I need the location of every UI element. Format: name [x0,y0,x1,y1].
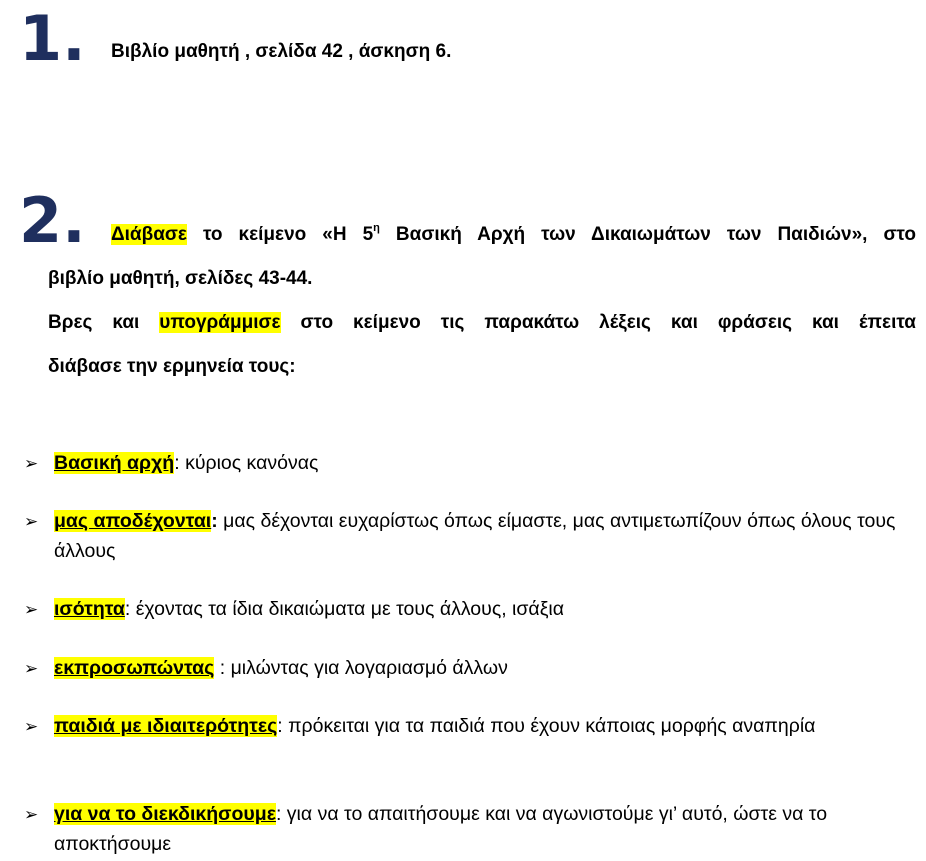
instruction-line-1 [111,224,916,246]
glossary-term: για να το διεκδικήσουμε [54,803,276,825]
glossary-separator: : [275,803,287,825]
glossary-definition: για να το απαιτήσουμε και να αγωνιστούμε γι’ αυτό, ώστε να το αποκτήσουμε [54,803,828,855]
arrow-bullet-icon: ➢ [24,659,39,679]
glossary-term: Βασική αρχή [54,452,175,474]
glossary-separator: : [277,715,289,737]
arrow-bullet-icon: ➢ [24,454,39,474]
instruction-text: Βρες και [48,312,160,333]
instruction-text: το κείμενο «Η 5 [186,224,374,245]
section-1-text: Βιβλίο μαθητή , σελίδα 42 , άσκηση 6. [111,41,452,62]
glossary-term: μας αποδέχονται [54,510,212,532]
glossary-separator: : [174,452,186,474]
glossary-definition: πρόκειται για τα παιδιά που έχουν κάποιας μορφής αναπηρία [288,715,816,737]
instruction-text: στο κείμενο τις παρακάτω λέξεις και φράσεις και έπειτα [280,312,916,333]
glossary-term: εκπροσωπώντας [54,657,215,679]
glossary-definition: μιλώντας για λογαριασμό άλλων [230,657,508,679]
instruction-text: Βασική Αρχή των Δικαιωμάτων των Παιδιών», στο [379,224,916,245]
arrow-bullet-icon: ➢ [24,512,39,532]
glossary-separator: : [124,598,136,620]
instruction-line-2: βιβλίο μαθητή, σελίδες 43-44. [48,268,313,289]
highlight-underline: υπογράμμισε [159,312,281,333]
glossary-separator: : [214,657,231,679]
glossary-term: ισότητα [54,598,125,620]
instruction-line-3 [48,312,916,334]
section-number-1: 1. [19,2,86,75]
glossary-term: παιδιά με ιδιαιτερότητες [54,715,278,737]
highlight-read: Διάβασε [111,224,187,245]
section-number-2: 2. [19,184,86,257]
glossary-definition: μας δέχονται ευχαρίστως όπως είμαστε, μας αντιμετωπίζουν όπως όλους τους άλλους [54,510,896,562]
arrow-bullet-icon: ➢ [24,600,39,620]
glossary-separator: : [211,510,224,532]
arrow-bullet-icon: ➢ [24,805,39,825]
superscript: η [373,222,380,234]
arrow-bullet-icon: ➢ [24,717,39,737]
instruction-line-4: διάβασε την ερμηνεία τους: [48,356,296,377]
glossary-definition: έχοντας τα ίδια δικαιώματα με τους άλλους, ισάξια [135,598,565,620]
glossary-definition: κύριος κανόνας [185,452,319,474]
